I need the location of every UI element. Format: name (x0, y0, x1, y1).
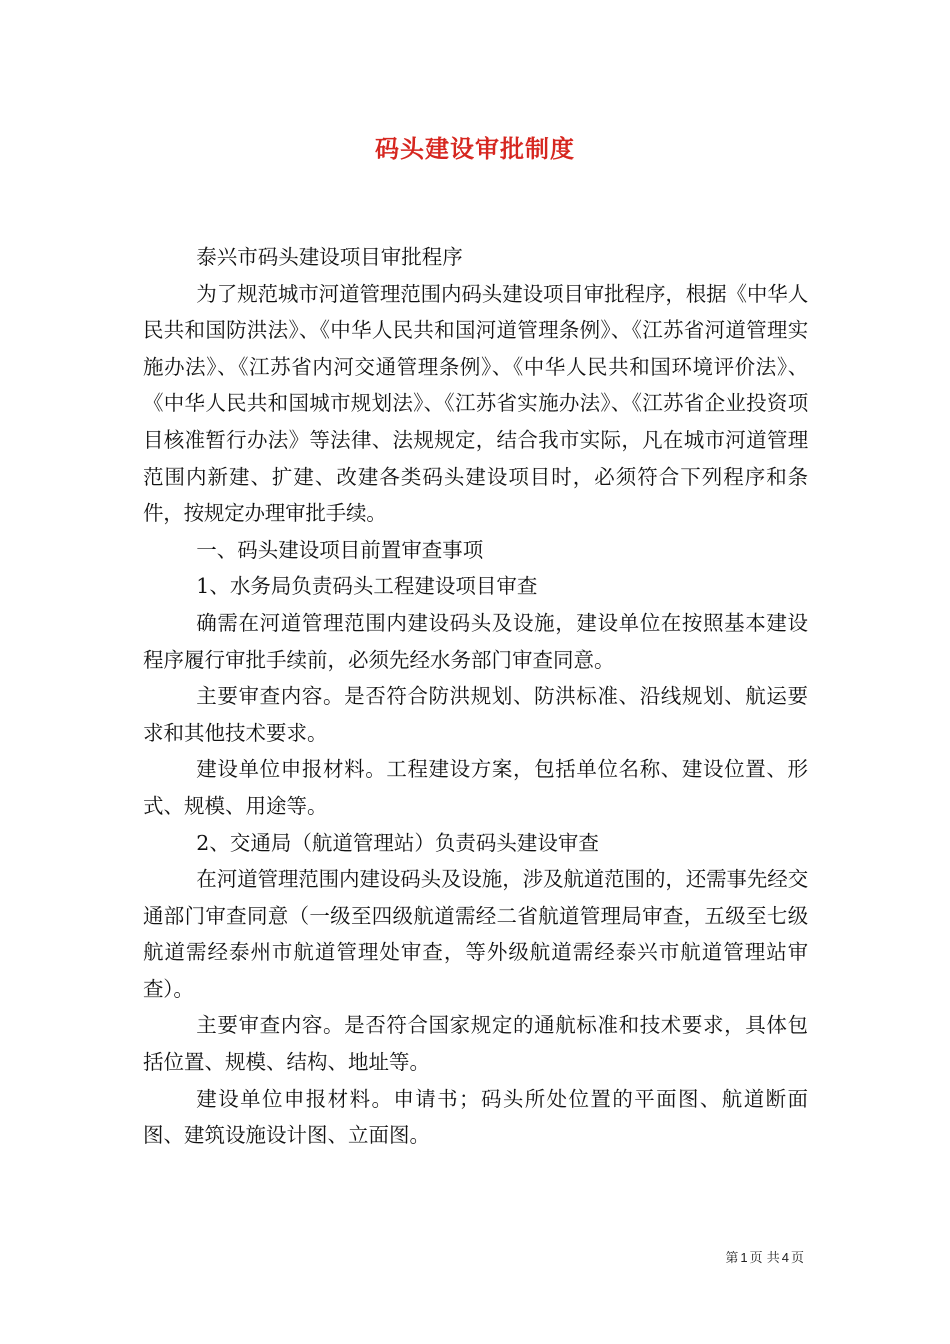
footer-prefix: 第 (725, 1251, 739, 1266)
paragraph: 建设单位申报材料。申请书；码头所处位置的平面图、航道断面图、建筑设施设计图、立面图。 (143, 1086, 808, 1148)
document-body (143, 239, 808, 1154)
paragraph: 建设单位申报材料。工程建设方案，包括单位名称、建设位置、形式、规模、用途等。 (143, 757, 808, 818)
paragraph: 确需在河道管理范围内建设码头及设施，建设单位在按照基本建设程序履行审批手续前，必须先经水务部门审查同意。 (143, 610, 808, 672)
section-heading: 泰兴市码头建设项目审批程序 (196, 245, 463, 269)
total-pages-number: 4 (781, 1250, 789, 1265)
subsection-heading: 2、交通局（航道管理站）负责码头建设审查 (196, 830, 599, 855)
page-footer (725, 1250, 804, 1267)
paragraph: 主要审查内容。是否符合国家规定的通航标准和技术要求，具体包括位置、规模、结构、地址等。 (143, 1013, 808, 1075)
document-title: 码头建设审批制度 (375, 135, 575, 163)
subsection-heading: 1、水务局负责码头工程建设项目审查 (196, 574, 538, 599)
current-page-number: 1 (740, 1250, 748, 1265)
paragraph: 主要审查内容。是否符合防洪规划、防洪标准、沿线规划、航运要求和其他技术要求。 (143, 684, 808, 745)
section-heading: 一、码头建设项目前置审查事项 (196, 537, 484, 562)
footer-middle: 页 共 (749, 1251, 780, 1266)
footer-suffix: 页 (790, 1251, 804, 1266)
paragraph: 为了规范城市河道管理范围内码头建设项目审批程序，根据《中华人民共和国防洪法》、《中华人民共和国河道管理条例》、《江苏省河道管理实施办法》、《江苏省内河交通管理条例》、《中华人民共和国环境评价法》、《中华人民共和国城市规划法》、《江苏省实施办法》、《江苏省企业投资项目核准暂行办法》等法律、法规规定，结合我市实际，凡在城市河道管理范围内新建、扩建、改建各类码头建设项目时，必须符合下列程序和条件，按规定办理审批手续。 (143, 281, 808, 526)
paragraph: 在河道管理范围内建设码头及设施，涉及航道范围的，还需事先经交通部门审查同意（一级至四级航道需经二省航道管理局审查，五级至七级航道需经泰州市航道管理处审查，等外级航道需经泰兴市航道管理站审查）。 (143, 867, 808, 1001)
